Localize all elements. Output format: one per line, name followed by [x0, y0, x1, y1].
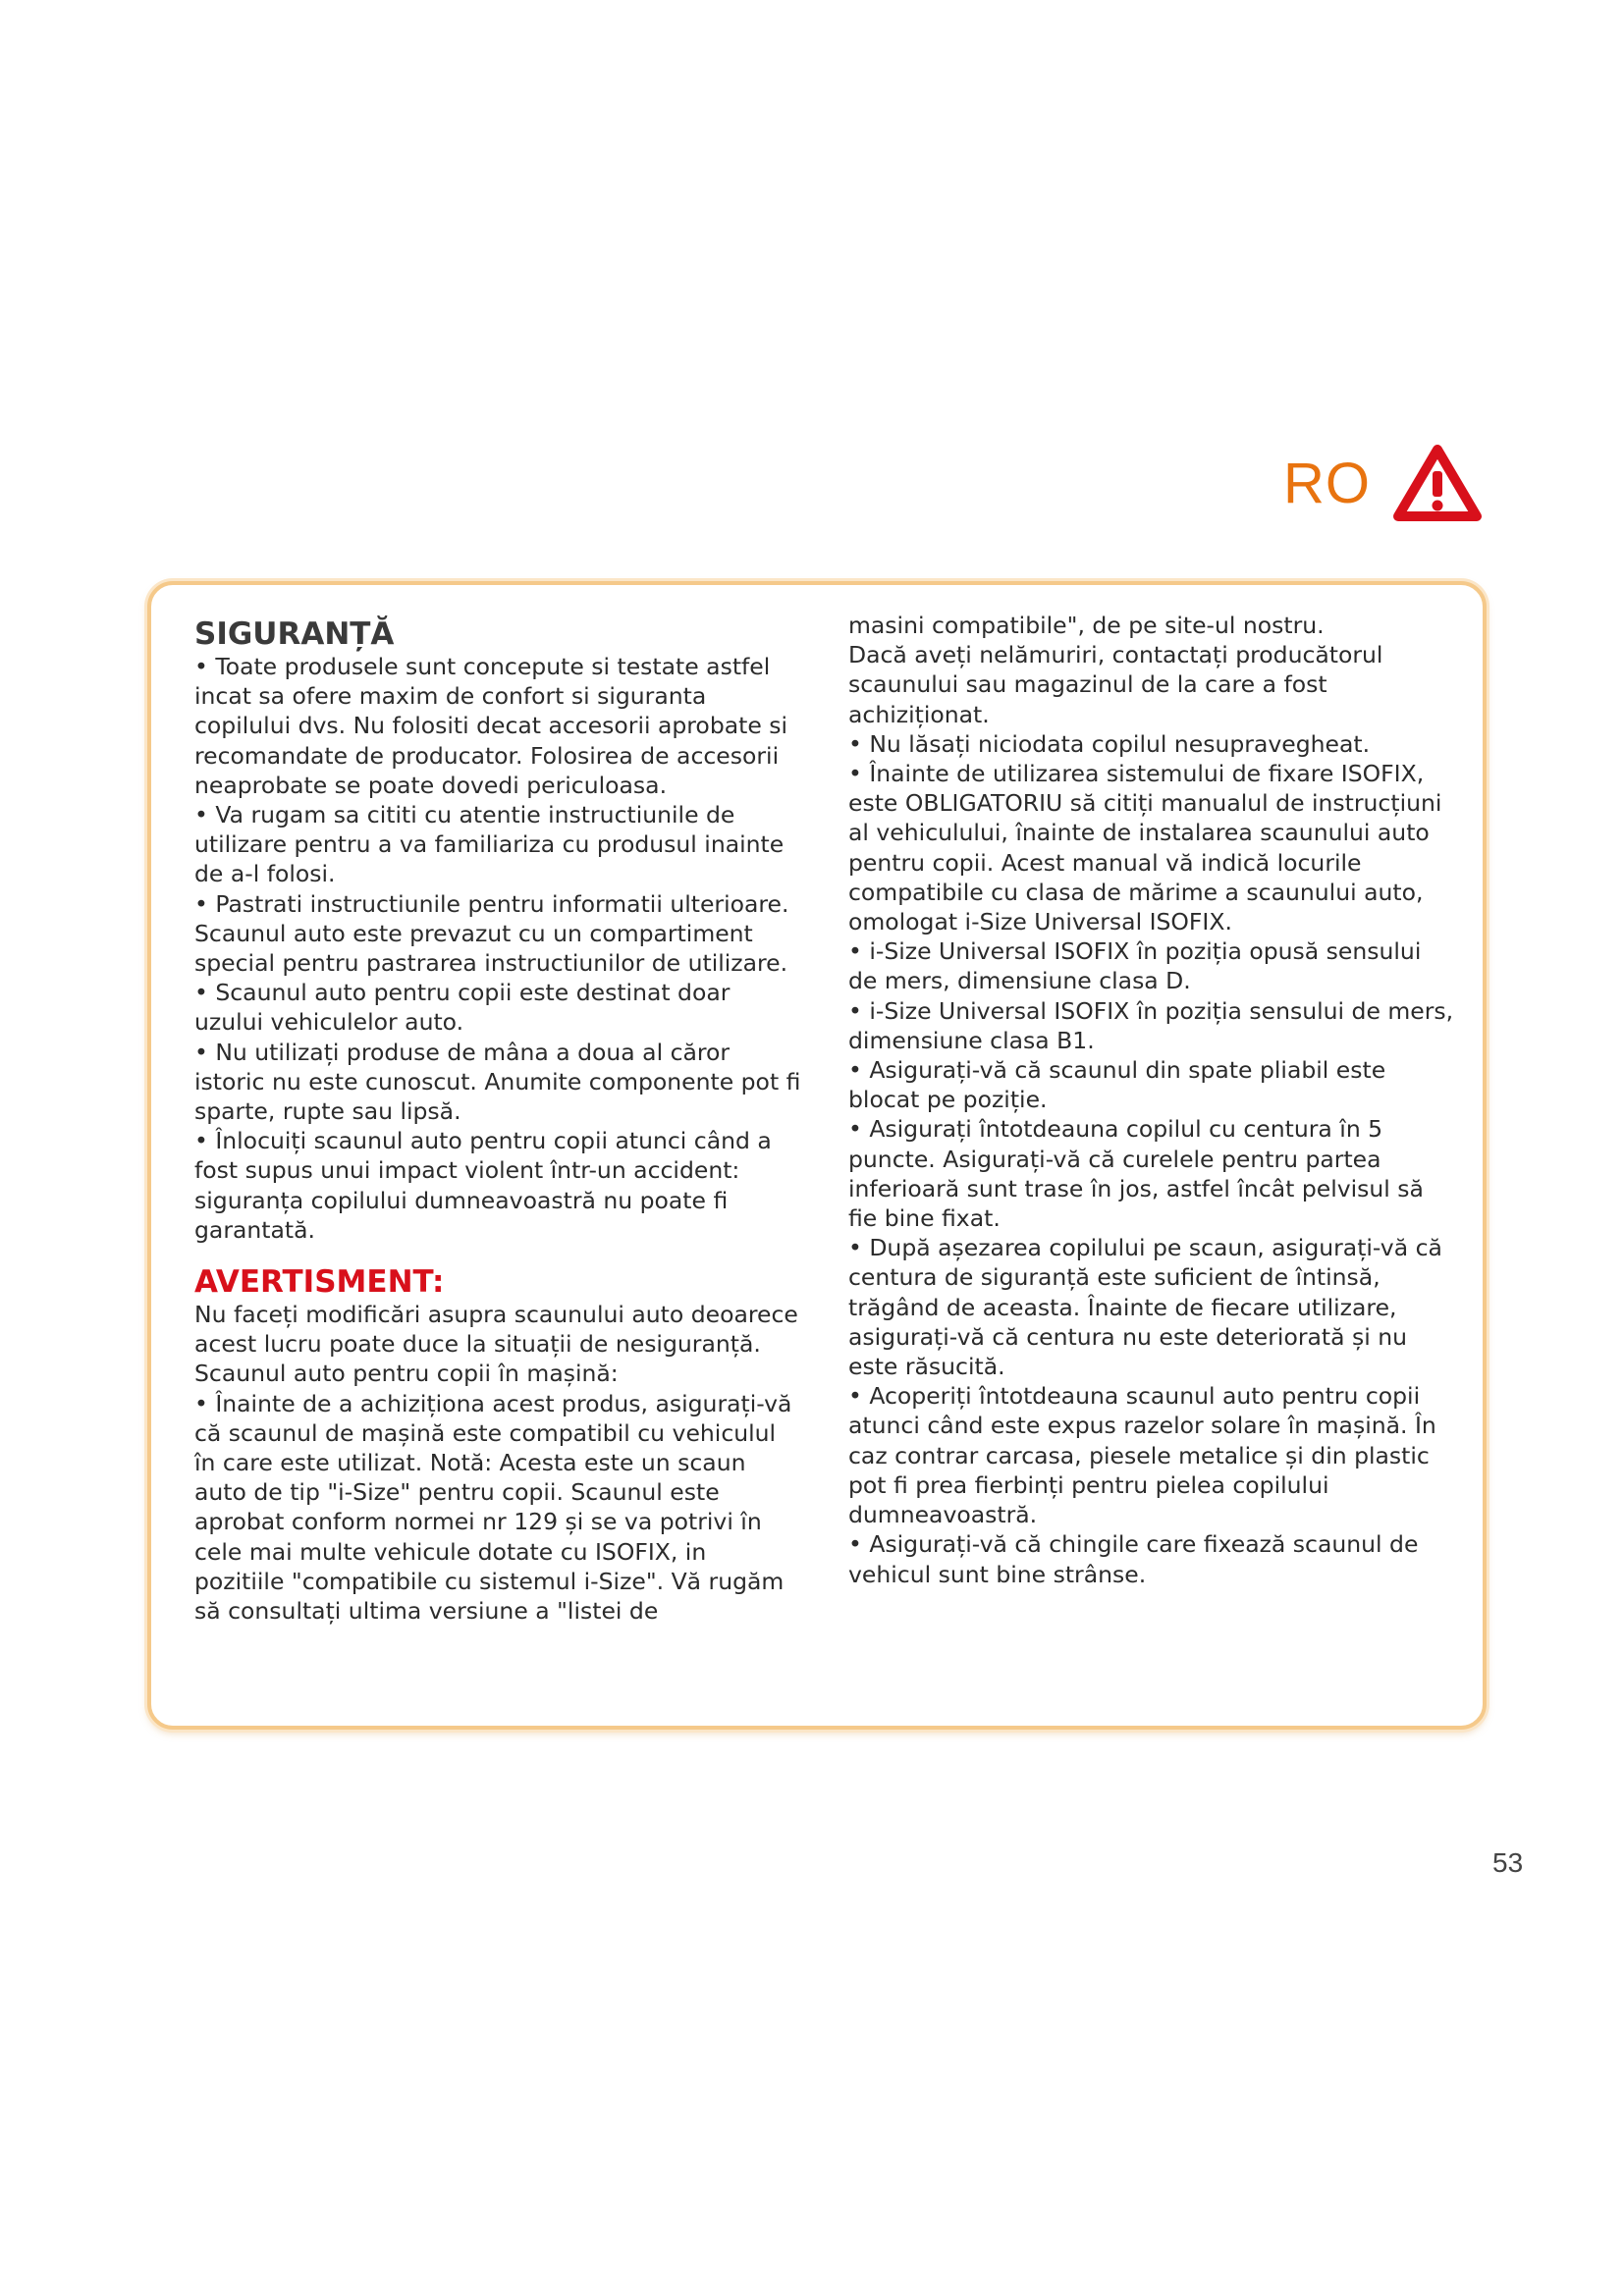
safety-panel [147, 581, 1487, 1730]
paragraph: • Asigurați întotdeauna copilul cu centura în 5 puncte. Asigurați-vă că curelele pentru partea inferioară sunt trase în jos, astfel încât pelvisul să fie bine fixat. [848, 1115, 1424, 1233]
language-code: RO [1283, 452, 1371, 515]
paragraph: Dacă aveți nelămuriri, contactați producătorul scaunului sau magazinul de la care a fost achiziționat. [848, 641, 1383, 728]
paragraph: • Înlocuiți scaunul auto pentru copii atunci când a fost supus unui impact violent într-un accident: siguranța copilului dumneavoastră nu poate fi garantată. [194, 1127, 772, 1244]
safety-heading: SIGURANȚĂ [194, 616, 395, 652]
warning-triangle-icon [1392, 444, 1483, 524]
paragraph: • Nu utilizați produse de mâna a doua al căror istoric nu este cunoscut. Anumite componente pot fi sparte, rupte sau lipsă. [194, 1038, 801, 1126]
left-column [194, 611, 803, 1626]
paragraph: • Scaunul auto pentru copii este destinat doar uzului vehiculelor auto. [194, 979, 731, 1037]
warning-heading: AVERTISMENT: [194, 1264, 445, 1301]
paragraph: • i-Size Universal ISOFIX în poziția opusă sensului de mers, dimensiune clasa D. [848, 937, 1422, 995]
paragraph: • Asigurați-vă că scaunul din spate pliabil este blocat pe poziție. [848, 1056, 1386, 1114]
paragraph: • i-Size Universal ISOFIX în poziția sensului de mers, dimensiune clasa B1. [848, 996, 1454, 1054]
language-header [1283, 444, 1483, 524]
paragraph: • Acoperiți întotdeauna scaunul auto pentru copii atunci când este expus razelor solare în mașină. În caz contrar carcasa, piesele metalice și din plastic pot fi prea fierbinți pentru pielea copilului dumneavoastră. [848, 1382, 1436, 1529]
paragraph: • Toate produsele sunt concepute si testate astfel incat sa ofere maxim de confort si siguranta copilului dvs. Nu folositi decat accesorii aprobate si recomandate de producator. Folosirea de accesorii neaprobate se poate dovedi periculoasa. [194, 653, 788, 799]
paragraph: Scaunul auto pentru copii în mașină: [194, 1360, 619, 1388]
paragraph: • Înainte de utilizarea sistemului de fixare ISOFIX, este OBLIGATORIU să citiți manualul de instrucțiuni al vehiculului, înainte de instalarea scaunului auto pentru copii. Acest manual vă indică locurile compatibile cu clasa de mărime a scaunului auto, omologat i-Size Universal ISOFIX. [848, 760, 1442, 936]
paragraph: • Înainte de a achiziționa acest produs, asigurați-vă că scaunul de mașină este compatibil cu vehiculul în care este utilizat. Notă: Acesta este un scaun auto de tip "i-Size" pentru copii. Scaunul este aprobat conform normei nr 129 și se va potrivi în cele mai multe vehicule dotate cu ISOFIX, in pozitiile "compatibile cu sistemul i-Size". Vă rugăm să consultați ultima versiune a "listei de [194, 1389, 792, 1626]
paragraph: • Asigurați-vă că chingile care fixează scaunul de vehicul sunt bine strânse. [848, 1530, 1419, 1588]
paragraph: • Nu lăsați niciodata copilul nesupravegheat. [848, 729, 1371, 758]
paragraph: Nu faceți modificări asupra scaunului auto deoarece acest lucru poate duce la situații de nesiguranță. [194, 1301, 798, 1359]
paragraph: • Va rugam sa cititi cu atentie instructiunile de utilizare pentru a va familiariza cu produsul inainte de a-l folosi. [194, 801, 785, 888]
paragraph: • După așezarea copilului pe scaun, asigurați-vă că centura de siguranță este suficient de întinsă, trăgând de aceasta. Înainte de fiecare utilizare, asigurați-vă că centura nu este deteriorată și nu este răsucită. [848, 1234, 1442, 1381]
page-number: 53 [1492, 1847, 1524, 1878]
right-column [848, 611, 1457, 1589]
paragraph: • Pastrati instructiunile pentru informatii ulterioare. Scaunul auto este prevazut cu un compartiment special pentru pastrarea instructiunilor de utilizare. [194, 889, 789, 978]
paragraph: masini compatibile", de pe site-ul nostru. [848, 612, 1325, 639]
